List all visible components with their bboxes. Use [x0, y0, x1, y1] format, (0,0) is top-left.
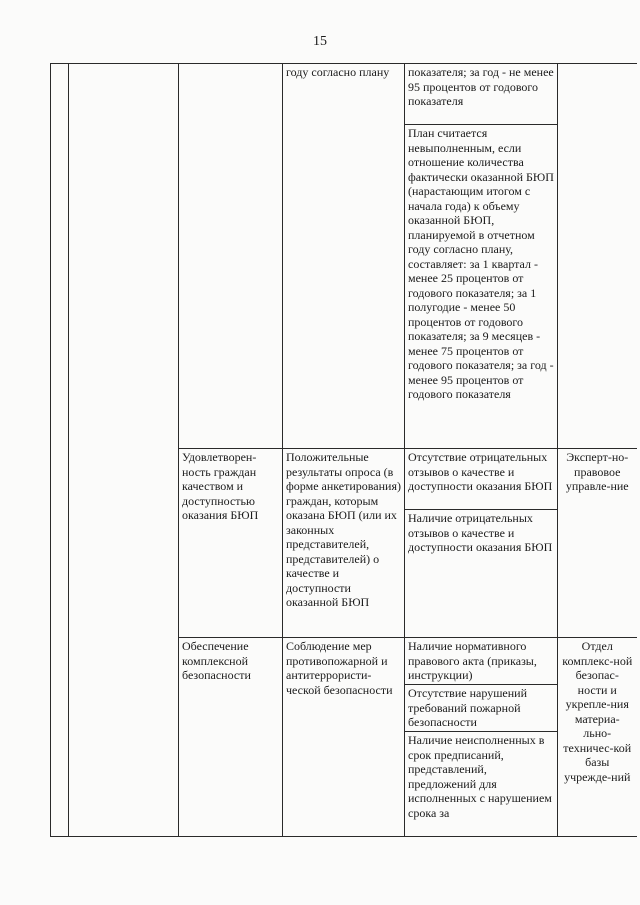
indicator-cell: Соблюдение мер противопожарной и антитеррористи-ческой безопасности: [283, 638, 405, 837]
responsible-cell: Отдел комплекс-ной безопас-ности и укрепле-ния материа-льно-техничес-кой базы учрежде-ний: [558, 638, 637, 837]
responsible-cell: Эксперт-но-правовое управле-ние: [558, 449, 637, 638]
group-cell: Обеспечение комплексной безопасности: [179, 638, 283, 837]
row-number-cell: [51, 64, 69, 837]
criterion-cell: показателя; за год - не менее 95 процентов от годового показателя: [405, 64, 558, 125]
criterion-cell: Отсутствие отрицательных отзывов о качестве и доступности оказания БЮП: [405, 449, 558, 510]
group-cell: [179, 64, 283, 449]
group-cell: Удовлетворен-ность граждан качеством и доступностью оказания БЮП: [179, 449, 283, 638]
page-number: 15: [313, 34, 327, 49]
criterion-cell: Наличие отрицательных отзывов о качестве и доступности оказания БЮП: [405, 510, 558, 638]
criterion-cell: План считается невыполненным, если отношение количества фактически оказанной БЮП (нарастающим итогом с начала года) к объему оказанной БЮП, планируемой в отчетном году согласно плану, составляет: за 1 квартал - менее 25 процентов от годового показателя; за 1 полугодие - менее 50 процентов от годового показателя; за 9 месяцев - менее 75 процентов от годового показателя; за год - менее 95 процентов от годового показателя: [405, 125, 558, 449]
indicator-cell: Положительные результаты опроса (в форме анкетирования) граждан, которым оказана БЮП (или их законных представителей, представителей) о качестве и доступности оказанной БЮП: [283, 449, 405, 638]
criterion-cell: Отсутствие нарушений требований пожарной безопасности: [405, 685, 558, 732]
criterion-cell: Наличие нормативного правового акта (приказы, инструкции): [405, 638, 558, 685]
criteria-table: [50, 63, 637, 837]
criterion-cell: Наличие неисполненных в срок предписаний, представлений, предложений для исполненных с нарушением срока за: [405, 732, 558, 837]
indicator-cell: году согласно плану: [283, 64, 405, 449]
table-row: [51, 64, 637, 125]
section-cell: [69, 64, 179, 837]
responsible-cell: [558, 64, 637, 449]
